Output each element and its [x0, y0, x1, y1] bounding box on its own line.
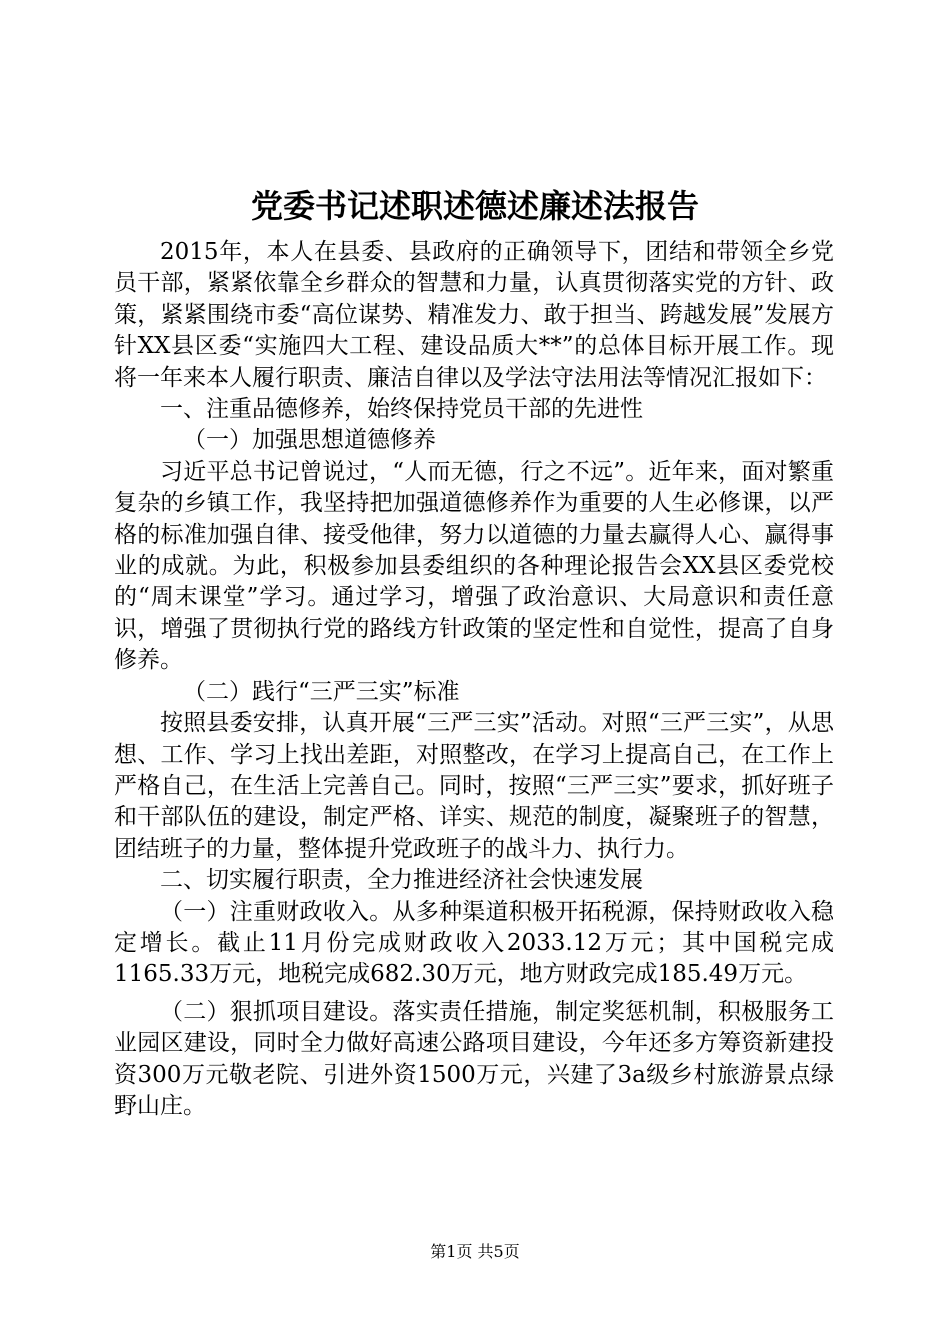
document-title: 党委书记述职述德述廉述法报告 [250, 187, 699, 225]
paragraph-three-stricts: 按照县委安排，认真开展“三严三实”活动。对照“三严三实”，从思想、工作、学习上找出差距，对照整改，在学习上提高自己，在工作上严格自己，在生活上完善自己。同时，按照“三严三实”要求，抓好班子和干部队伍的建设，制定严格、详实、规范的制度，凝聚班子的智慧，团结班子的力量，整体提升党政班子的战斗力、执行力。 [114, 710, 834, 862]
paragraph-fiscal-revenue: （一）注重财政收入。从多种渠道积极开拓税源，保持财政收入稳定增长。截止11月份完成财政收入2033.12万元；其中国税完成1165.33万元，地税完成682.30万元，地方财政完成185.49万元。 [114, 898, 834, 988]
section-heading-2: 二、切实履行职责，全力推进经济社会快速发展 [160, 867, 643, 894]
subsection-heading-1-1: （一）加强思想道德修养 [183, 427, 436, 454]
document-body [114, 237, 834, 1122]
paragraph-project-construction: （二）狠抓项目建设。落实责任措施，制定奖惩机制，积极服务工业园区建设，同时全力做好高速公路项目建设，今年还多方筹资新建投资300万元敬老院、引进外资1500万元，兴建了3a级乡村旅游景点绿野山庄。 [114, 998, 834, 1119]
subsection-heading-1-2: （二）践行“三严三实”标准 [183, 678, 460, 705]
section-heading-1: 一、注重品德修养，始终保持党员干部的先进性 [160, 396, 643, 423]
page-number-footer: 第1页 共5页 [430, 1242, 520, 1261]
paragraph-moral-cultivation: 习近平总书记曾说过，“人而无德，行之不远”。近年来，面对繁重复杂的乡镇工作，我坚持把加强道德修养作为重要的人生必修课，以严格的标准加强自律、接受他律，努力以道德的力量去赢得人心、赢得事业的成就。为此，积极参加县委组织的各种理论报告会XX县区委党校的“周末课堂”学习。通过学习，增强了政治意识、大局意识和责任意识，增强了贯彻执行党的路线方针政策的坚定性和自觉性，提高了自身修养。 [114, 458, 834, 674]
paragraph-intro: 2015年，本人在县委、县政府的正确领导下，团结和带领全乡党员干部，紧紧依靠全乡群众的智慧和力量，认真贯彻落实党的方针、政策，紧紧围绕市委“高位谋势、精准发力、敢于担当、跨越发展”发展方针XX县区委“实施四大工程、建设品质大**”的总体目标开展工作。现将一年来本人履行职责、廉洁自律以及学法守法用法等情况汇报如下： [114, 239, 834, 391]
